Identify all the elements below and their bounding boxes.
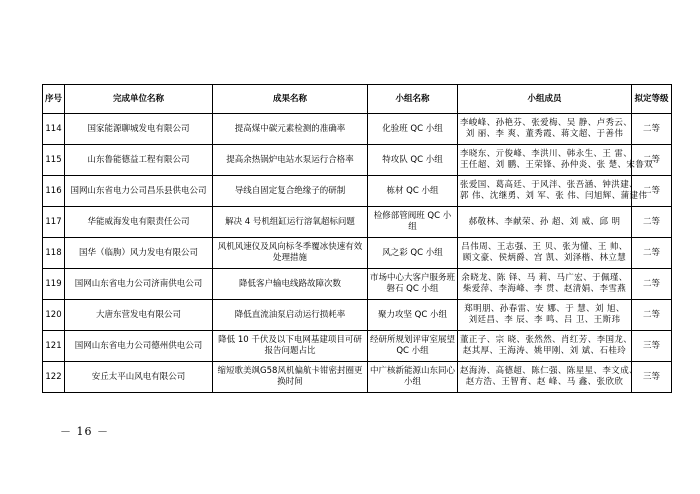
cell-unit: 大唐东营发电有限公司 (65, 300, 213, 331)
cell-idx: 116 (43, 176, 65, 207)
cell-group: 化验班 QC 小组 (368, 114, 458, 145)
header-idx: 序号 (43, 85, 65, 114)
cell-idx: 114 (43, 114, 65, 145)
cell-group: 风之彩 QC 小组 (368, 238, 458, 269)
member-line: 刘 丽、李 爽、董秀霞、蒋文超、于善伟 (465, 129, 624, 139)
cell-unit: 国网山东省电力公司济南供电公司 (65, 269, 213, 300)
cell-grade: 二等 (632, 145, 672, 176)
cell-members (458, 300, 632, 331)
cell-result: 导线自固定复合绝缘子的研制 (213, 176, 368, 207)
cell-grade: 二等 (632, 114, 672, 145)
cell-idx: 120 (43, 300, 65, 331)
table-row (43, 362, 672, 393)
member-line: 余晓龙、陈 铎、马 莉、马广宏、于佩瑾、 (461, 273, 628, 283)
header-grade: 拟定等级 (632, 85, 672, 114)
cell-idx: 119 (43, 269, 65, 300)
header-members: 小组成员 (458, 85, 632, 114)
table-row (43, 207, 672, 238)
table-body (43, 114, 672, 393)
member-line: 吕伟周、王志强、王 贝、张为懂、王 帅、 (461, 242, 628, 252)
cell-unit: 山东鲁能德益工程有限公司 (65, 145, 213, 176)
cell-unit: 国网山东省电力公司昌乐县供电公司 (65, 176, 213, 207)
table-row (43, 300, 672, 331)
member-line: 董正子、宗 晓、张然然、肖红芳、李国龙、 (460, 335, 633, 345)
cell-group: 经研所规划评审室展望 QC 小组 (368, 331, 458, 362)
cell-group: 市场中心大客户服务班磐石 QC 小组 (368, 269, 458, 300)
cell-result: 提高煤中碳元素检测的准确率 (213, 114, 368, 145)
cell-idx: 122 (43, 362, 65, 393)
cell-members (458, 331, 632, 362)
cell-result: 提高余热锅炉电站水泵运行合格率 (213, 145, 368, 176)
cell-grade: 二等 (632, 176, 672, 207)
table-row (43, 145, 672, 176)
cell-grade: 二等 (632, 300, 672, 331)
cell-members (458, 238, 632, 269)
cell-grade: 二等 (632, 238, 672, 269)
cell-grade: 二等 (632, 207, 672, 238)
cell-result: 降低 10 千伏及以下电网基建项目可研报告问题占比 (213, 331, 368, 362)
member-line: 王任超、刘 鹏、王荣锋、孙仲炎、张 楚、宋鲁双 (460, 160, 654, 170)
cell-group: 中广核新能源山东同心小组 (368, 362, 458, 393)
page-number: － 16 － (60, 425, 109, 438)
cell-grade: 二等 (632, 269, 672, 300)
cell-group: 栋材 QC 小组 (368, 176, 458, 207)
member-line: 刘廷昌、李 辰、李 鸣、吕 卫、王斯玮 (468, 315, 621, 325)
cell-result: 风机风速仪及风向标冬季覆冰快速有效处理措施 (213, 238, 368, 269)
cell-unit: 国网山东省电力公司德州供电公司 (65, 331, 213, 362)
cell-grade: 三等 (632, 331, 672, 362)
table-row (43, 269, 672, 300)
member-line: 顾文豪、侯炳爵、宫 凯、刘泽楷、林立慧 (462, 253, 627, 263)
cell-idx: 115 (43, 145, 65, 176)
table-row (43, 238, 672, 269)
member-line: 赵海涛、高德超、陈仁强、陈星星、李文成、 (460, 366, 639, 376)
cell-result: 降低直流油泵启动运行损耗率 (213, 300, 368, 331)
cell-idx: 117 (43, 207, 65, 238)
table-row (43, 114, 672, 145)
member-line: 郝敬林、李献荣、孙 超、刘 威、邱 明 (468, 216, 621, 227)
cell-unit: 安丘太平山风电有限公司 (65, 362, 213, 393)
member-line: 郑明朋、孙春雷、安 娜、于 慧、刘 旭、 (464, 304, 625, 314)
cell-group: 特攻队 QC 小组 (368, 145, 458, 176)
cell-result: 降低客户输电线路故障次数 (213, 269, 368, 300)
cell-members (458, 176, 648, 207)
cell-members (458, 207, 632, 238)
cell-members (458, 114, 632, 145)
member-line: 郭 伟、沈继勇、刘 军、张 伟、闫旭辉、蒲建伟 (460, 191, 648, 201)
cell-unit: 国华（临朐）风力发电有限公司 (65, 238, 213, 269)
table-header-row (43, 85, 672, 114)
cell-members (458, 362, 639, 393)
cell-unit: 华能威海发电有限责任公司 (65, 207, 213, 238)
cell-grade: 三等 (632, 362, 672, 393)
awards-table (42, 84, 672, 393)
cell-idx: 121 (43, 331, 65, 362)
table-row (43, 331, 672, 362)
header-result: 成果名称 (213, 85, 368, 114)
member-line: 李峻峰、孙艳芬、张爱梅、吴 静、卢秀云、 (460, 118, 633, 128)
member-line: 赵其厚、王海涛、姚甲刚、刘 斌、石桂玲 (462, 346, 627, 356)
member-line: 柴爱萍、李海峰、李 贯、赵清娟、李雪燕 (462, 284, 627, 294)
member-line: 张爱国、葛高廷、于风泮、张吾涵、钟洪建、 (460, 180, 639, 190)
cell-unit: 国家能源聊城发电有限公司 (65, 114, 213, 145)
cell-group: 聚力攻坚 QC 小组 (368, 300, 458, 331)
cell-result: 解决 4 号机组缸运行溶氧超标问题 (213, 207, 368, 238)
cell-members (458, 269, 632, 300)
member-line: 李晓东、亓俊峰、李洪川、韩永生、王 雷、 (460, 149, 633, 159)
cell-result: 缩短歌美飒G58风机偏航卡钳密封圈更换时间 (213, 362, 368, 393)
table-row (43, 176, 672, 207)
header-unit: 完成单位名称 (65, 85, 213, 114)
cell-idx: 118 (43, 238, 65, 269)
member-line: 赵方浩、王智育、赵 峰、马 鑫、张欣欣 (465, 377, 624, 387)
header-group: 小组名称 (368, 85, 458, 114)
cell-group: 检修部管阀班 QC 小组 (368, 207, 458, 238)
